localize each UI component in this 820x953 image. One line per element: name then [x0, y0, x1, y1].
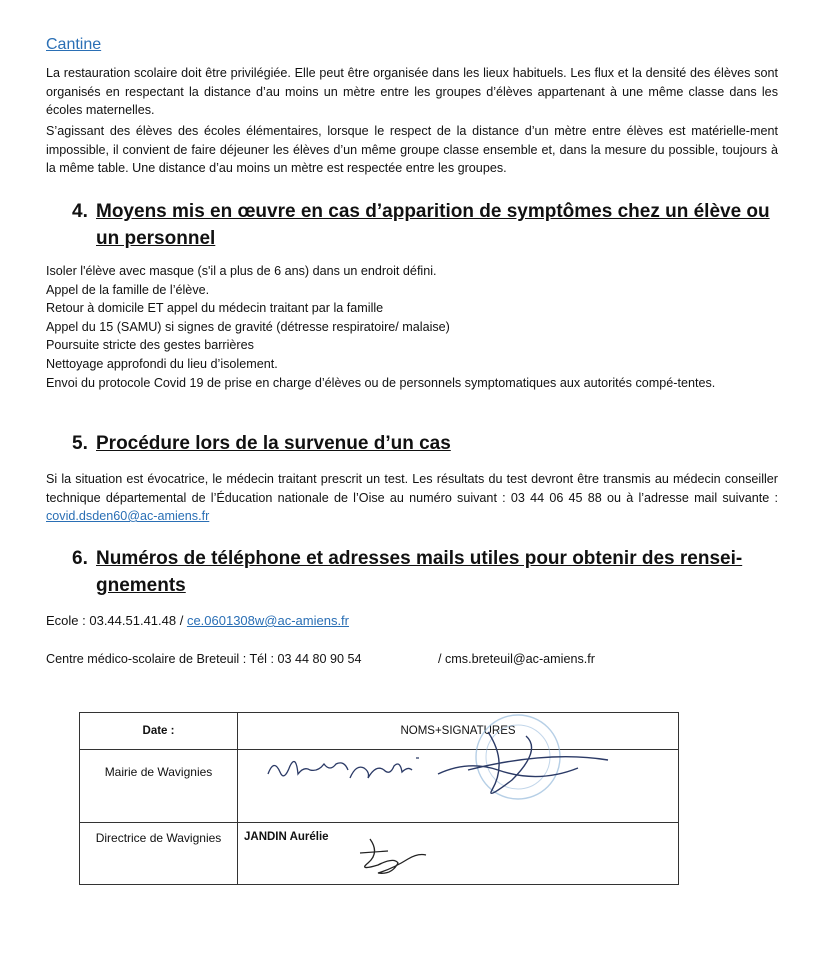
cms-contact-line: [46, 652, 595, 666]
list-item: Appel du 15 (SAMU) si signes de gravité (détresse respiratoire/ malaise): [46, 319, 450, 334]
ecole-phone: Ecole : 03.44.51.41.48 /: [46, 613, 187, 628]
names-signatures-header: NOMS+SIGNATURES: [238, 713, 679, 750]
cantine-heading: Cantine: [46, 36, 102, 53]
cms-email: / cms.breteuil@ac-amiens.fr: [438, 652, 595, 666]
section-6-title: Numéros de téléphone et adresses mails utiles pour obtenir des rensei-gnements: [96, 548, 743, 596]
date-header: Date :: [80, 713, 238, 750]
covid-email-link[interactable]: covid.dsden60@ac-amiens.fr: [46, 509, 210, 523]
directrice-signature-cell: [238, 823, 679, 885]
section-5-text: Si la situation est évocatrice, le médecin traitant prescrit un test. Les résultats du test devront être transmis au médecin conseiller technique départemental de l’Éducation nationale de l’Oise au numéro suivant : 03 44 06 45 88 ou à l’adresse mail suivante :: [46, 472, 778, 505]
directrice-name: JANDIN Aurélie: [244, 831, 329, 843]
ecole-email-link[interactable]: ce.0601308w@ac-amiens.fr: [186, 613, 349, 628]
directrice-label: Directrice de Wavignies: [80, 823, 238, 885]
section-4-title: Moyens mis en œuvre en cas d’apparition de symptômes chez un élève ou un personnel: [96, 201, 770, 249]
section-6-number: 6.: [72, 548, 88, 569]
list-item: Nettoyage approfondi du lieu d’isolement.: [46, 356, 278, 371]
cantine-paragraph-1: La restauration scolaire doit être privilégiée. Elle peut être organisée dans les lieux habituels. Les flux et la densité des élèves sont organisés en respectant la distance d’au moins un mètre entre les groupes d’élèves appartenant à une même classe dans les écoles maternelles.: [46, 66, 778, 117]
list-item: Appel de la famille de l’élève.: [46, 282, 210, 297]
ecole-contact-line: [46, 613, 349, 628]
list-item: Isoler l'élève avec masque (s'il a plus de 6 ans) dans un endroit défini.: [46, 264, 437, 278]
list-item: Poursuite stricte des gestes barrières: [46, 338, 254, 353]
mairie-label: Mairie de Wavignies: [80, 750, 238, 823]
cms-phone: Centre médico-scolaire de Breteuil : Tél : 03 44 80 90 54: [46, 652, 362, 666]
list-item: Retour à domicile ET appel du médecin traitant par la famille: [46, 301, 384, 316]
signature-directrice-image: [356, 827, 446, 877]
cantine-paragraph-2: S’agissant des élèves des écoles élémentaires, lorsque le respect de la distance d’un mètre entre élèves est matérielle-ment impossible, il convient de faire déjeuner les élèves d’un même groupe classe ensemble et, dans la mesure du possible, toujours à la même table. Une distance d’au moins un mètre est respectée entre les groupes.: [46, 124, 778, 175]
section-4-number: 4.: [72, 201, 88, 222]
section-5-number: 5.: [72, 433, 88, 454]
mairie-signature-cell: [238, 750, 679, 823]
section-5-paragraph: [46, 470, 778, 526]
signature-table: [79, 712, 679, 885]
section-4-list: [46, 262, 776, 392]
section-5-title: Procédure lors de la survenue d’un cas: [96, 433, 451, 454]
list-item: Envoi du protocole Covid 19 de prise en charge d’élèves ou de personnels symptomatiques aux autorités compé-tentes.: [46, 375, 716, 390]
